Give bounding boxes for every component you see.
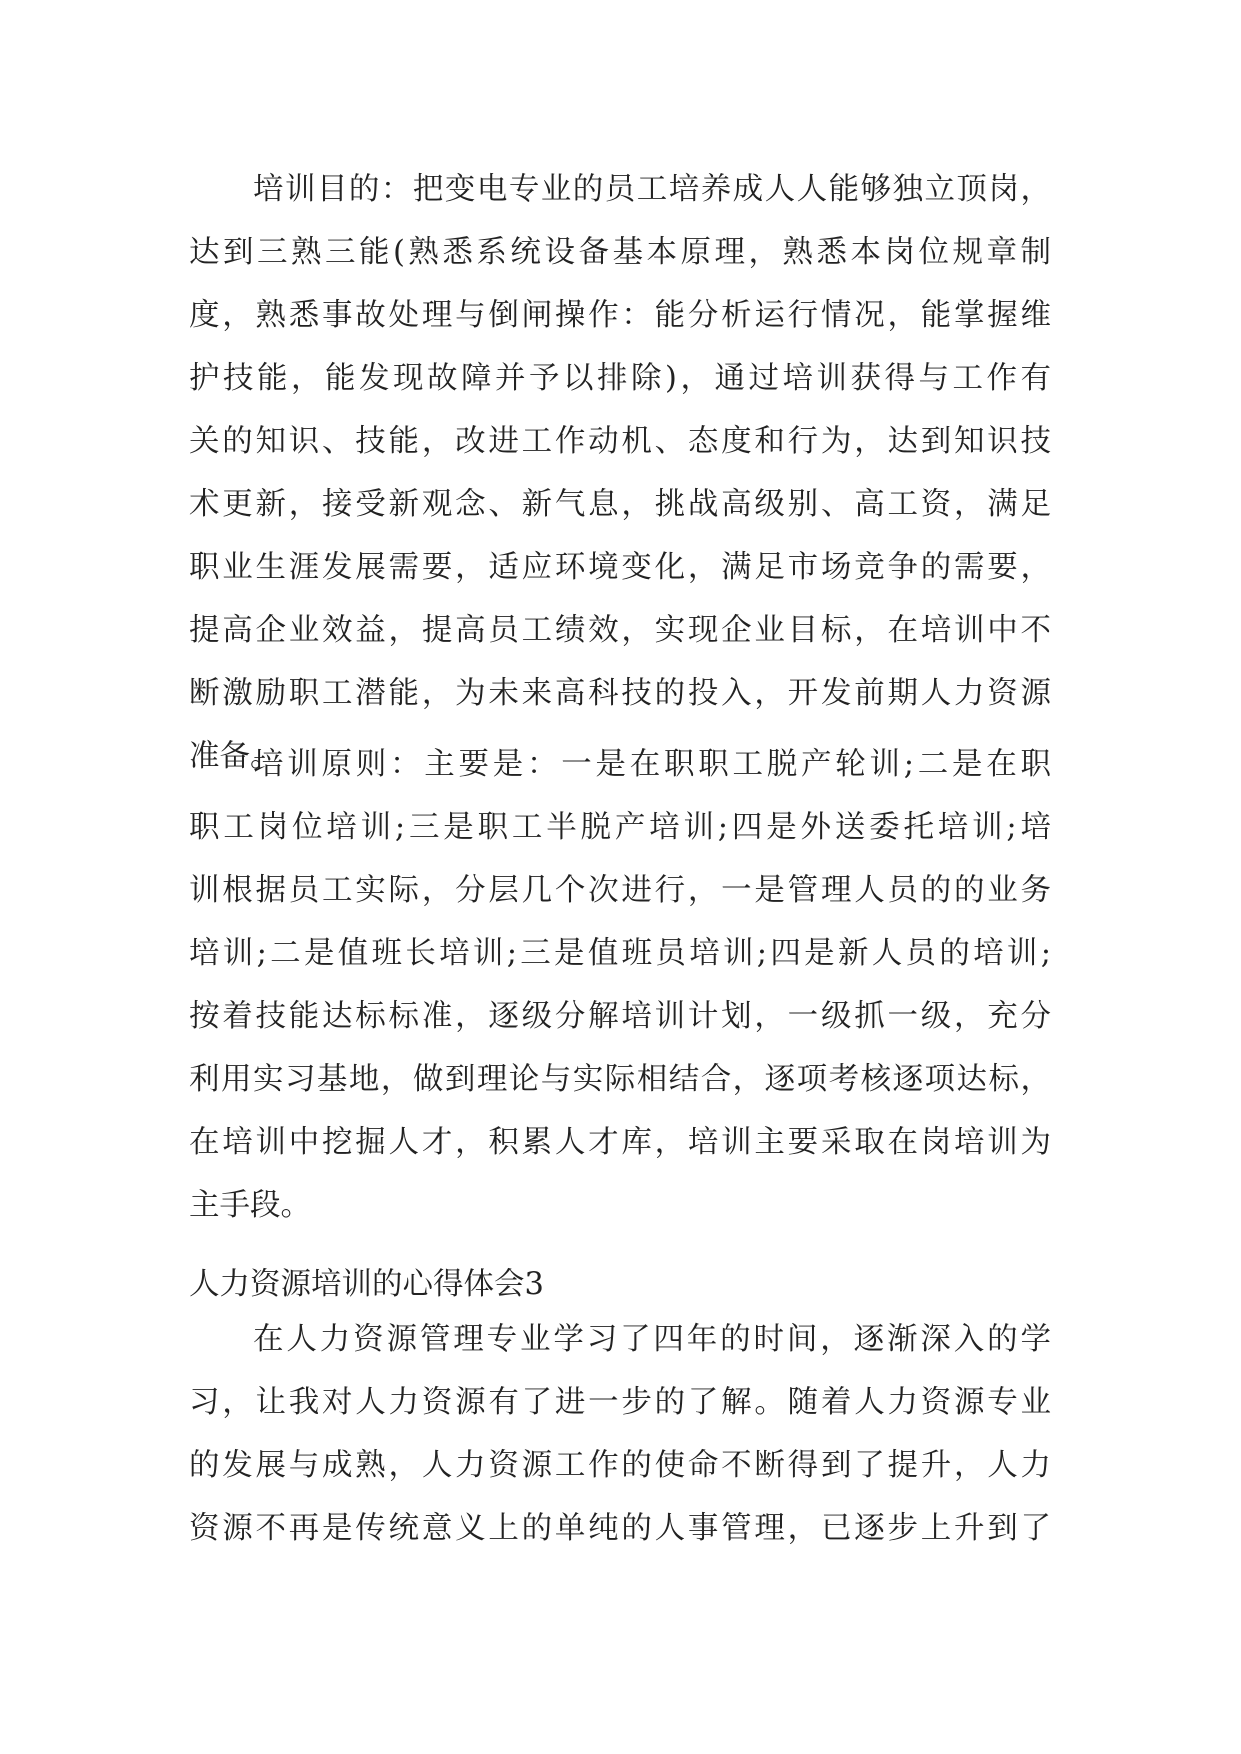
paragraph-experience: [189, 1308, 1051, 1560]
paragraph-line: 达到三熟三能(熟悉系统设备基本原理，熟悉本岗位规章制: [189, 235, 1051, 270]
paragraph-line: 关的知识、技能，改进工作动机、态度和行为，达到知识技: [189, 424, 1051, 459]
paragraph-line: 训根据员工实际，分层几个次进行，一是管理人员的的业务: [189, 873, 1051, 908]
paragraph-line: 按着技能达标标准，逐级分解培训计划，一级抓一级，充分: [189, 999, 1051, 1034]
paragraph-line: 准备。: [189, 739, 281, 774]
paragraph-training-principles: [189, 733, 1051, 1237]
paragraph-line: 利用实习基地，做到理论与实际相结合，逐项考核逐项达标，: [189, 1062, 1051, 1097]
paragraph-line: 护技能，能发现故障并予以排除)，通过培训获得与工作有: [189, 361, 1051, 396]
paragraph-line: 在人力资源管理专业学习了四年的时间，逐渐深入的学: [253, 1322, 1051, 1357]
paragraph-line: 资源不再是传统意义上的单纯的人事管理，已逐步上升到了: [189, 1511, 1051, 1546]
paragraph-line: 提高企业效益，提高员工绩效，实现企业目标，在培训中不: [189, 613, 1051, 648]
paragraph-line: 断激励职工潜能，为未来高科技的投入，开发前期人力资源: [189, 676, 1051, 711]
paragraph-line: 培训;二是值班长培训;三是值班员培训;四是新人员的培训;: [189, 936, 1051, 971]
paragraph-training-purpose: [189, 158, 1051, 788]
paragraph-line: 主手段。: [189, 1188, 311, 1223]
paragraph-line: 度，熟悉事故处理与倒闸操作：能分析运行情况，能掌握维: [189, 298, 1051, 333]
paragraph-line: 的发展与成熟，人力资源工作的使命不断得到了提升，人力: [189, 1448, 1051, 1483]
paragraph-line: 在培训中挖掘人才，积累人才库，培训主要采取在岗培训为: [189, 1125, 1051, 1160]
paragraph-line: 职业生涯发展需要，适应环境变化，满足市场竞争的需要，: [189, 550, 1051, 585]
section-heading: 人力资源培训的心得体会3: [189, 1267, 544, 1302]
paragraph-line: 习，让我对人力资源有了进一步的了解。随着人力资源专业: [189, 1385, 1051, 1420]
paragraph-line: 职工岗位培训;三是职工半脱产培训;四是外送委托培训;培: [189, 810, 1051, 845]
paragraph-line: 培训原则：主要是：一是在职职工脱产轮训;二是在职: [253, 747, 1051, 782]
paragraph-line: 培训目的：把变电专业的员工培养成人人能够独立顶岗，: [253, 172, 1051, 207]
paragraph-line: 术更新，接受新观念、新气息，挑战高级别、高工资，满足: [189, 487, 1051, 522]
